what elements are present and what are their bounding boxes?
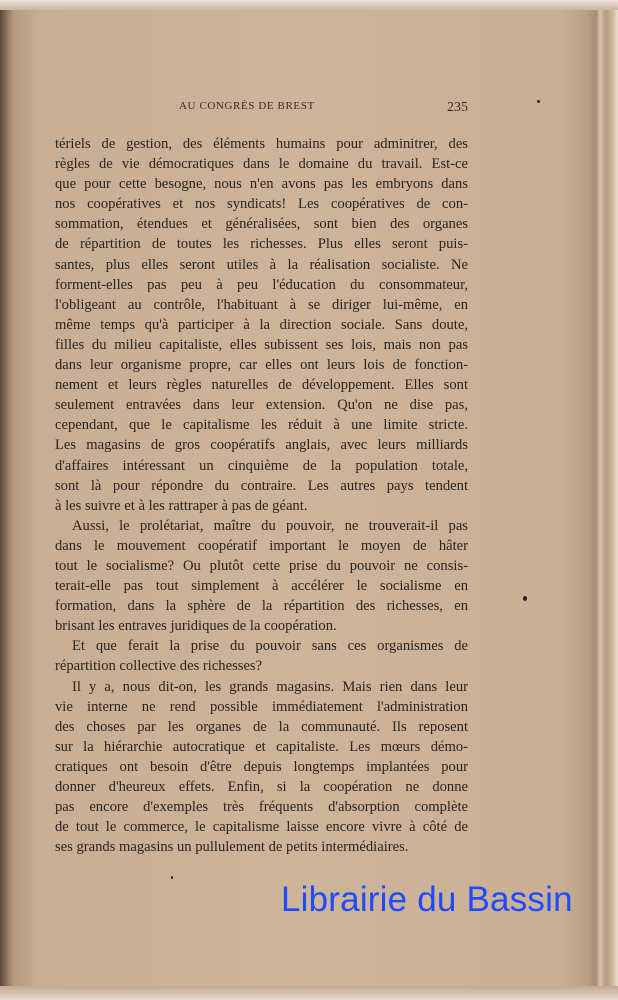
text-line: l'obligeant au contrôle, l'habituant à se diriger lui-même, en [55,296,468,313]
text-line: nement et leurs règles naturelles de développement. Elles sont [55,377,468,394]
text-line: d'affaires intéressant un cinquième de la population totale, [55,457,468,474]
text-line: cependant, que le capitalisme les réduit à une limite stricte. [55,417,468,434]
text-line: Il y a, nous dit-on, les grands magasins. Mais rien dans leur [72,678,468,695]
text-line: Les magasins de gros coopératifs anglais, avec leurs milliards [55,437,468,454]
text-line: forment-elles pas peu à peu l'éducation du consommateur, [55,276,468,293]
ink-speck [537,100,540,103]
text-line: donner d'heureux effets. Enfin, si la coopération ne donne [55,779,468,795]
text-line: tout le socialisme? Ou plutôt cette prise du pouvoir ne consis- [55,557,468,574]
ink-speck [523,596,527,601]
text-line: cratiques ont besoin d'être depuis longtemps implantées pour [55,758,468,775]
page-number: 235 [447,100,468,115]
text-line: sommation, étendues et généralisées, sont bien des organes [55,216,468,233]
text-line: terait-elle pas tout simplement à accélérer le socialisme en [55,578,468,595]
text-line: seulement entravées dans leur extension. Qu'on ne dise pas, [55,397,468,414]
text-line: dans le mouvement coopératif important le moyen de hâter [55,537,468,554]
text-line: formation, dans la sphère de la répartition des richesses, en [55,598,468,615]
text-line: nos coopératives et nos syndicats! Les coopératives de con- [55,196,468,213]
running-title: AU CONGRÈS DE BREST [179,100,315,112]
text-line: même temps qu'à participer à la direction sociale. Sans doute, [55,316,468,333]
text-line: dans leur organisme propre, car elles ont leurs lois de fonction- [55,357,468,374]
text-line: à les suivre et à les rattraper à pas de géant. [55,497,308,514]
text-line: Et que ferait la prise du pouvoir sans ces organismes de [72,638,468,655]
text-line: filles du milieu capitaliste, elles subissent ses lois, mais non pas [55,336,468,353]
text-line: règles de vie démocratiques dans le domaine du travail. Est-ce [55,156,468,173]
ink-speck [171,876,173,879]
watermark: Librairie du Bassin [281,880,573,919]
text-line: de tout le commerce, le capitalisme laisse encore vivre à côté de [55,819,468,836]
text-line: sont là pour répondre du contraire. Les autres pays tendent [55,477,468,494]
text-line: répartition collective des richesses? [55,658,263,675]
page-body-text [55,134,468,857]
bottom-edge [0,986,618,1000]
text-line: Aussi, le prolétariat, maître du pouvoir, ne trouverait-il pas [72,517,468,534]
text-line: sur la hiérarchie autocratique et capitaliste. Les mœurs démo- [55,738,468,755]
text-line: que pour cette besogne, nous n'en avons pas les embryons dans [55,176,468,193]
text-line: brisant les entraves juridiques de la coopération. [55,618,337,635]
text-line: ses grands magasins un pullulement de petits intermédiaires. [55,839,409,856]
text-line: de répartition de toutes les richesses. Plus elles seront puis- [55,236,468,253]
text-line: tériels de gestion, des éléments humains pour adminitrer, des [55,136,468,152]
top-edge [0,0,618,10]
text-line: vie interne ne rend possible immédiatement l'administration [55,698,468,715]
text-line: santes, plus elles seront utiles à la réalisation socialiste. Ne [55,256,468,273]
text-line: pas encore d'exemples très fréquents d'absorption complète [55,799,468,816]
text-line: des choses par les organes de la communauté. Ils reposent [55,718,468,735]
page-header [55,98,468,118]
